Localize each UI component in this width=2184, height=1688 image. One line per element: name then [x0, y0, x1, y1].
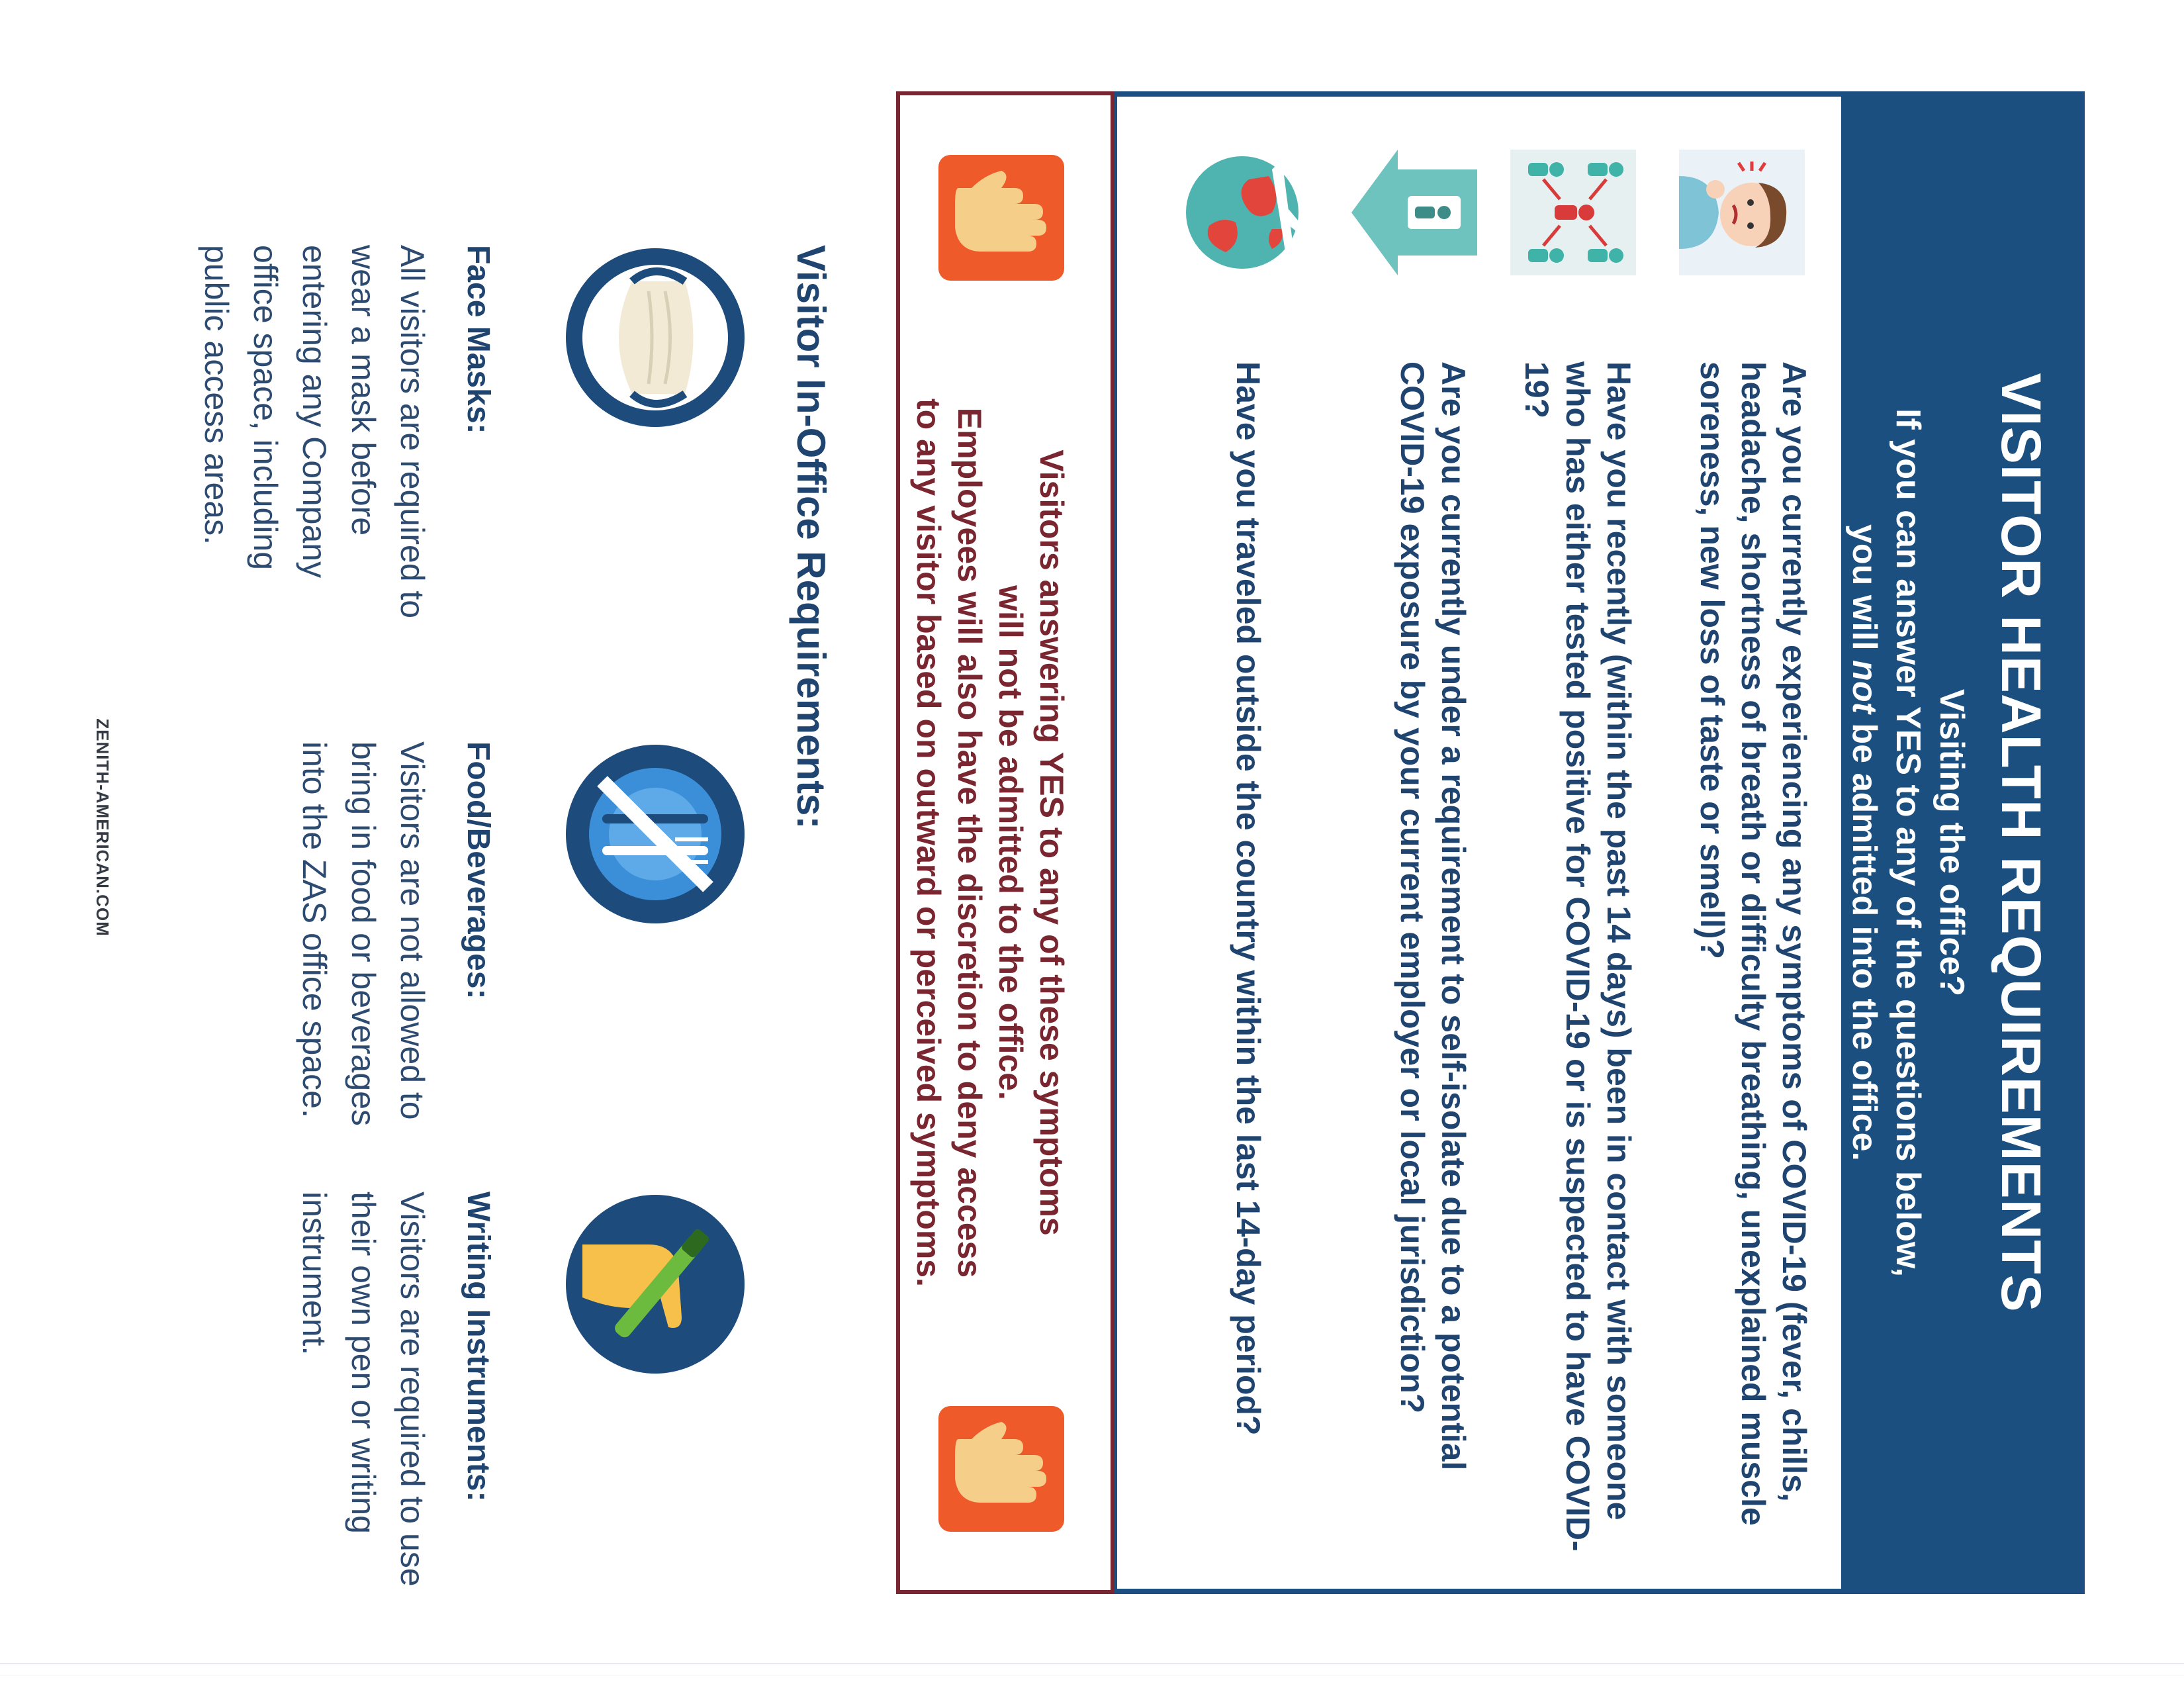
- warning-line-2: will not be admitted to the office.: [992, 585, 1029, 1100]
- requirement-body: Visitors are required to use their own pen or writing instrument.: [296, 1192, 431, 1587]
- header-subtitle: [1843, 97, 1974, 1589]
- questions-box: [1112, 91, 2085, 1594]
- warning-line-3: Employees will also have the discretion to deny access: [951, 407, 988, 1278]
- warning-message: [908, 314, 1072, 1372]
- stop-hand-icon: [938, 155, 1064, 281]
- warning-line-4: to any visitor based on outward or perceived symptoms.: [910, 399, 947, 1287]
- warning-box: [896, 91, 1115, 1594]
- requirement-heading: Face Masks:: [461, 245, 496, 434]
- question-item: [1338, 97, 1490, 1589]
- requirements-title: Visitor In-Office Requirements:: [789, 245, 833, 829]
- question-text: Are you currently under a requirement to self-isolate due to a potential COVID-19 exposure by your current employer or local jurisdiction?: [1394, 361, 1472, 1471]
- requirement-heading: Food/Beverages:: [461, 741, 496, 1000]
- requirement-heading: Writing Instruments:: [461, 1192, 496, 1502]
- sick-person-icon: [1679, 150, 1805, 275]
- header-line-1: Visiting the office?: [1933, 688, 1971, 997]
- stop-hand-icon: [938, 1406, 1064, 1532]
- requirement-body: All visitors are required to wear a mask before entering any Company office space, including public access areas.: [198, 245, 431, 619]
- no-food-icon: [563, 741, 748, 927]
- contact-spread-icon: [1510, 150, 1636, 275]
- visitor-flyer: [66, 73, 2105, 1587]
- warning-line-1: Visitors answering YES to any of these symptoms: [1033, 449, 1070, 1236]
- header-line-3-emphasis: not: [1845, 660, 1884, 714]
- isolation-icon: [1351, 150, 1477, 275]
- face-mask-icon: [563, 245, 748, 430]
- globe-travel-icon: [1183, 150, 1308, 275]
- page-title: VISITOR HEALTH REQUIREMENTS: [1990, 373, 2052, 1313]
- question-item: [1120, 97, 1338, 1589]
- header-line-3: [1843, 97, 1886, 1589]
- footer-url: ZENITH-AMERICAN.COM: [93, 718, 113, 937]
- question-item: [1656, 97, 1828, 1589]
- scan-edge: [0, 1663, 2184, 1664]
- header-line-3-prefix: you will: [1845, 524, 1884, 661]
- header-banner: [1841, 97, 2079, 1589]
- question-text: Have you traveled outside the country within the last 14-day period?: [1230, 361, 1267, 1436]
- header-line-3-suffix: be admitted into the office.: [1845, 713, 1884, 1161]
- header-line-2: If you can answer YES to any of the questions below,: [1889, 408, 1927, 1277]
- question-item: [1490, 97, 1656, 1589]
- pen-hand-icon: [563, 1192, 748, 1377]
- requirement-body: Visitors are not allowed to bring in food or beverages into the ZAS office space.: [296, 741, 431, 1126]
- question-text: Are you currently experiencing any symptoms of COVID-19 (fever, chills, headache, shortness of breath or difficulty breathing, unexplained muscle soreness, new loss of taste or smell)?: [1694, 361, 1813, 1526]
- question-text: Have you recently (within the past 14 days) been in contact with someone who has either tested positive for COVID-19 or is suspected to have COVID-19?: [1518, 361, 1637, 1552]
